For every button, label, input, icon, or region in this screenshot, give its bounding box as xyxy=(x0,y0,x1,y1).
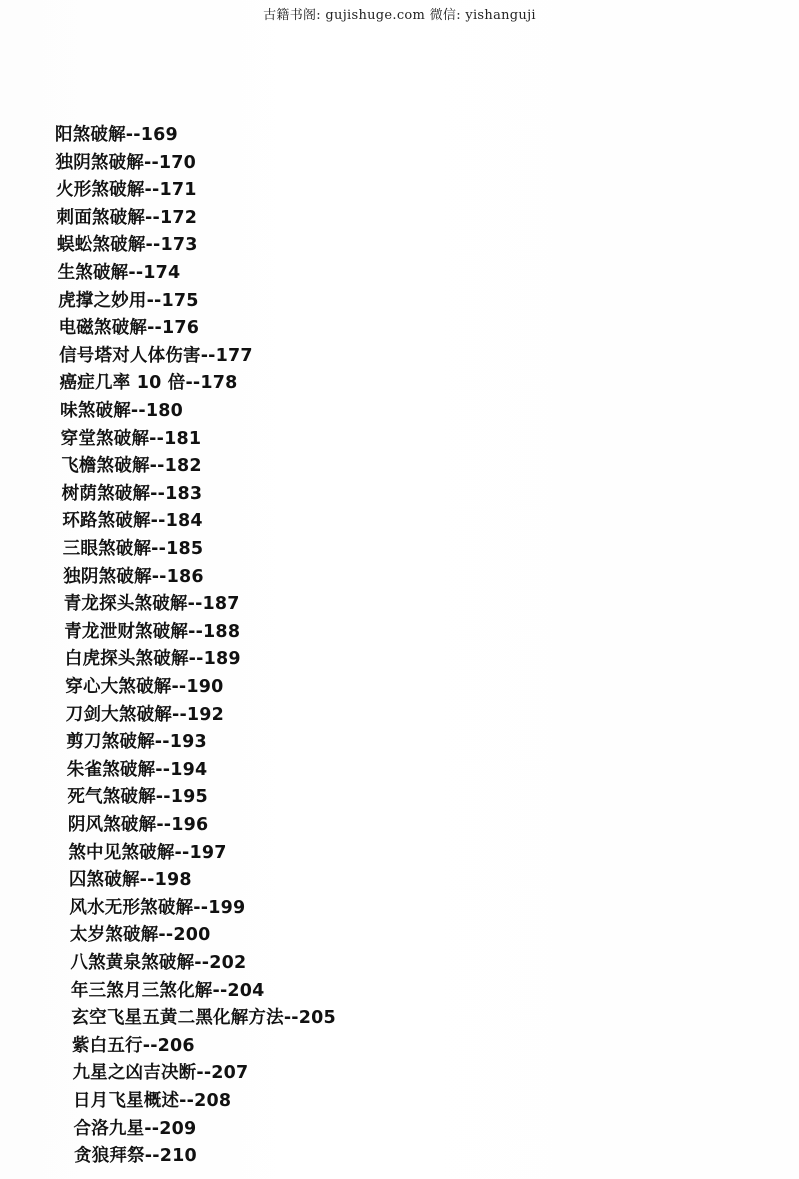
toc-entry: 青龙泄财煞破解--188 xyxy=(64,621,241,642)
toc-entry: 独阴煞破解--170 xyxy=(55,152,197,173)
toc-entry: 玄空飞星五黄二黑化解方法--205 xyxy=(71,1008,336,1029)
toc-entry: 三眼煞破解--185 xyxy=(62,539,204,559)
toc-entry: 刺面煞破解--172 xyxy=(56,207,198,228)
toc-entry: 刀剑大煞破解--192 xyxy=(65,704,225,725)
toc-entry: 独阴煞破解--186 xyxy=(63,566,204,587)
toc-entry: 电磁煞破解--176 xyxy=(58,318,200,339)
toc-entry: 蜈蚣煞破解--173 xyxy=(57,235,198,256)
toc-entry: 虎撑之妙用--175 xyxy=(58,290,199,311)
toc-entry: 阳煞破解--169 xyxy=(55,125,178,145)
toc-entry: 癌症几率 10 倍--178 xyxy=(59,373,238,394)
toc-entry: 九星之凶吉决断--207 xyxy=(72,1063,249,1084)
toc-entry: 贪狼拜祭--210 xyxy=(74,1146,197,1167)
toc-entry: 八煞黄泉煞破解--202 xyxy=(70,953,247,973)
toc-entry: 死气煞破解--195 xyxy=(67,787,208,808)
toc-entry: 阴风煞破解--196 xyxy=(67,815,209,835)
toc-entry: 剪刀煞破解--193 xyxy=(66,732,207,753)
toc-entry: 朱雀煞破解--194 xyxy=(66,759,208,780)
toc-entry: 煞中见煞破解--197 xyxy=(68,842,227,863)
toc-entry: 穿心大煞破解--190 xyxy=(65,677,224,697)
toc-entry: 合洛九星--209 xyxy=(73,1118,197,1139)
toc-entry: 飞檐煞破解--182 xyxy=(61,456,202,477)
toc-entry: 白虎探头煞破解--189 xyxy=(64,649,241,670)
toc-entry: 太岁煞破解--200 xyxy=(69,925,211,946)
toc-entry: 紫白五行--206 xyxy=(71,1035,195,1056)
toc-entry: 囚煞破解--198 xyxy=(68,870,192,891)
toc-entry: 信号塔对人体伤害--177 xyxy=(59,345,253,366)
toc-entry: 树荫煞破解--183 xyxy=(61,483,203,504)
toc-entry: 风水无形煞破解--199 xyxy=(69,897,246,918)
toc-entry: 年三煞月三煞化解--204 xyxy=(70,980,265,1001)
toc-entry: 青龙探头煞破解--187 xyxy=(63,594,240,615)
toc-entry: 穿堂煞破解--181 xyxy=(60,428,202,449)
toc-entry: 生煞破解--174 xyxy=(57,263,181,283)
toc-entry: 环路煞破解--184 xyxy=(62,511,203,532)
toc-entry: 日月飞星概述--208 xyxy=(72,1091,232,1111)
toc-entry: 火形煞破解--171 xyxy=(56,180,197,201)
watermark-header: 古籍书阁: gujishuge.com 微信: yishanguji xyxy=(263,8,536,23)
toc-entry: 味煞破解--180 xyxy=(60,401,183,421)
